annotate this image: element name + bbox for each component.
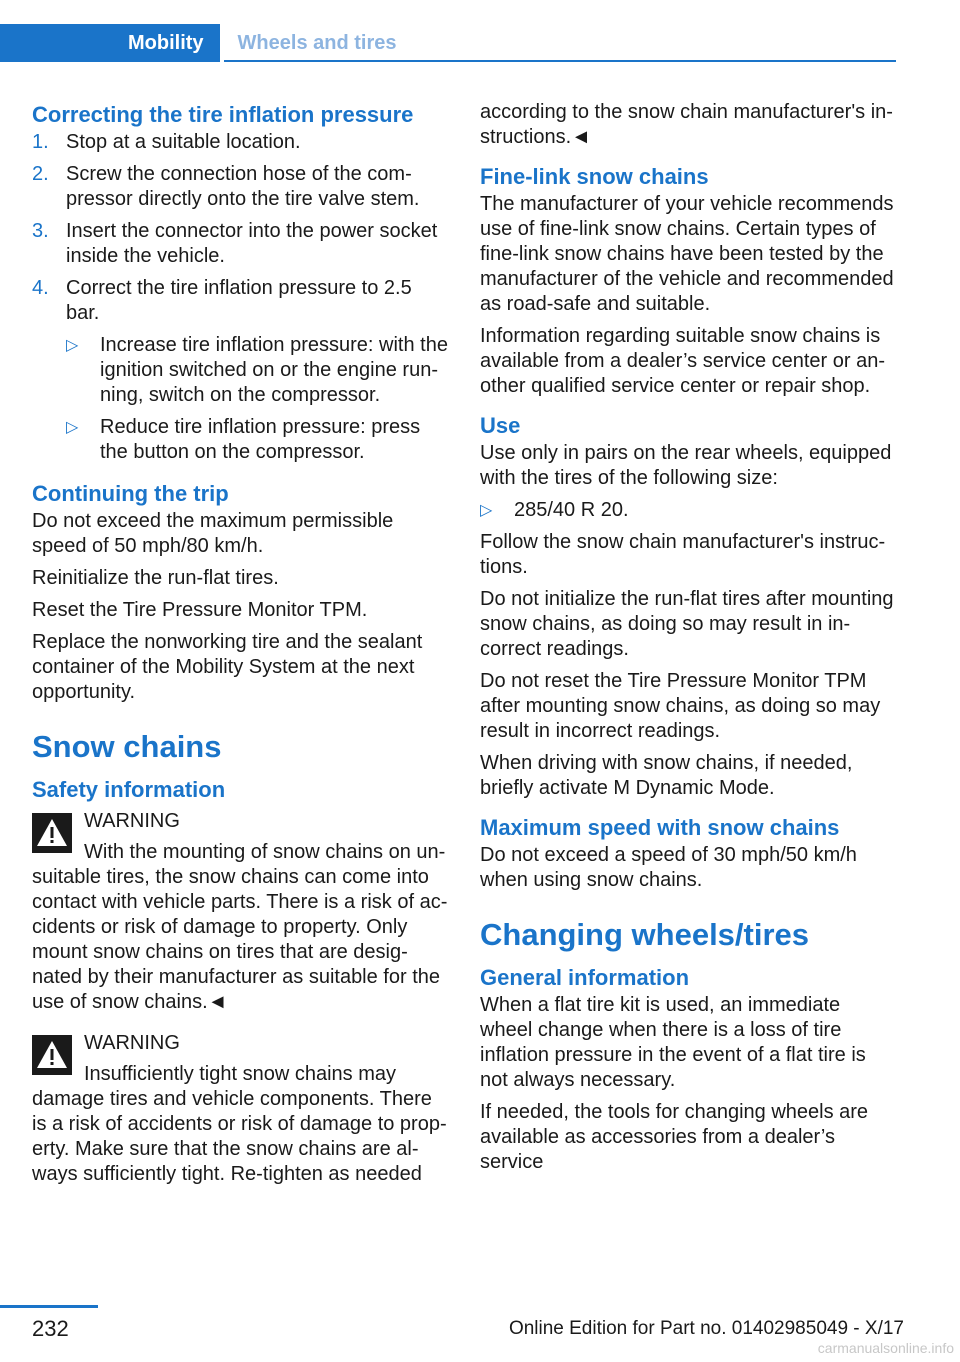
step-number: 1. — [32, 131, 49, 153]
bullet-text: Reduce tire inflation pressure: press the button on the compressor. — [100, 416, 421, 463]
warning-block — [32, 1031, 450, 1187]
step-text: Correct the tire inflation pressure to 2.5 bar. — [66, 277, 412, 324]
warning-title: WARNING — [84, 1032, 180, 1054]
step-item — [32, 130, 450, 155]
paragraph: Replace the nonworking tire and the sealant container of the Mobility System at the next opportunity. — [32, 631, 423, 703]
page-number: 232 — [32, 1316, 69, 1341]
heading-use: Use — [480, 413, 521, 438]
footer-rule — [0, 1305, 98, 1308]
triangle-right-icon: ▷ — [66, 419, 79, 436]
warning-text: With the mounting of snow chains on unsuitable tires, the snow chains can come into contact with vehicle parts. There is a risk of accidents or risk of damage to property. Only mount snow chains on tires that are designated by their manufacturer as suitable for the use of snow chains.◄ — [32, 841, 448, 1013]
bullet-item — [66, 415, 450, 465]
warning-block — [32, 809, 450, 1015]
paragraph: Do not reset the Tire Pressure Monitor TPM after mounting snow chains, as doing so may result in incorrect readings. — [480, 670, 881, 742]
paragraph: Use only in pairs on the rear wheels, equipped with the tires of the following size: — [480, 442, 892, 489]
step-text: Stop at a suitable location. — [66, 131, 301, 153]
heading-fine-link-snow-chains: Fine-link snow chains — [480, 164, 709, 189]
heading-continuing-trip: Continuing the trip — [32, 481, 229, 506]
correcting-steps-list — [32, 130, 450, 465]
step-item — [32, 276, 450, 465]
tire-size-list — [480, 498, 896, 523]
heading-changing-wheels: Changing wheels/tires — [480, 917, 810, 952]
paragraph: according to the snow chain manufacturer's instructions.◄ — [480, 101, 893, 148]
step-number: 4. — [32, 277, 49, 299]
step-number: 2. — [32, 163, 49, 185]
bullet-text: Increase tire inflation pressure: with the ignition switched on or the engine running, switch on the compressor. — [100, 334, 448, 406]
tab-wheels-and-tires[interactable]: Wheels and tires — [237, 32, 397, 54]
bullet-item — [480, 498, 896, 523]
paragraph: Reset the Tire Pressure Monitor TPM. — [32, 599, 368, 621]
heading-maximum-speed: Maximum speed with snow chains — [480, 815, 840, 840]
warning-title: WARNING — [84, 810, 180, 832]
step-item — [32, 162, 450, 212]
heading-snow-chains: Snow chains — [32, 729, 222, 764]
step-text: Screw the connection hose of the compressor directly onto the tire valve stem. — [66, 163, 420, 210]
paragraph: Do not exceed a speed of 30 mph/50 km/h when using snow chains. — [480, 844, 857, 891]
paragraph: When driving with snow chains, if needed, briefly activate M Dynamic Mode. — [480, 752, 853, 799]
paragraph: If needed, the tools for changing wheels are available as accessories from a dealer’s service — [480, 1101, 869, 1173]
bullet-item — [66, 333, 450, 408]
header-tabs — [0, 24, 414, 62]
paragraph: Do not exceed the maximum permissible speed of 50 mph/80 km/h. — [32, 510, 394, 557]
paragraph: When a flat tire kit is used, an immediate wheel change when there is a loss of tire inflation pressure in the event of a flat tire is not always necessary. — [480, 994, 866, 1091]
paragraph: Follow the snow chain manufacturer's instructions. — [480, 531, 886, 578]
step-number: 3. — [32, 220, 49, 242]
step4-bullets — [66, 333, 450, 465]
left-column — [32, 100, 450, 1195]
paragraph: Do not initialize the run-flat tires after mounting snow chains, as doing so may result in incorrect readings. — [480, 588, 894, 660]
heading-correcting-pressure: Correcting the tire inflation pressure — [32, 102, 414, 127]
right-column — [480, 100, 896, 1182]
paragraph: Reinitialize the run-flat tires. — [32, 567, 279, 589]
triangle-right-icon: ▷ — [480, 502, 493, 519]
heading-general-information: General information — [480, 965, 690, 990]
step-item — [32, 219, 450, 269]
warning-text: Insufficiently tight snow chains may damage tires and vehicle components. There is a risk of accidents or risk of damage to property. Make sure that the snow chains are always sufficiently tight. Re-tighten as needed — [32, 1063, 447, 1185]
heading-safety-information: Safety information — [32, 777, 226, 802]
header-rule — [224, 60, 896, 62]
step-text: Insert the connector into the power socket inside the vehicle. — [66, 220, 438, 267]
footer-edition: Online Edition for Part no. 01402985049 - X/17 — [508, 1318, 904, 1339]
paragraph: The manufacturer of your vehicle recommends use of fine-link snow chains. Certain types of fine-link snow chains have been tested by the manufacturer of the vehicle and recommended as road-safe and suitable. — [480, 193, 894, 315]
bullet-text: 285/40 R 20. — [514, 499, 629, 521]
watermark: carmanualsonline.info — [817, 1340, 954, 1356]
paragraph: Information regarding suitable snow chains is available from a dealer’s service center or another qualified service center or repair shop. — [480, 325, 886, 397]
warning-triangle-icon — [32, 813, 72, 853]
triangle-right-icon: ▷ — [66, 337, 79, 354]
tab-mobility[interactable]: Mobility — [0, 24, 220, 62]
warning-triangle-icon — [32, 1035, 72, 1075]
